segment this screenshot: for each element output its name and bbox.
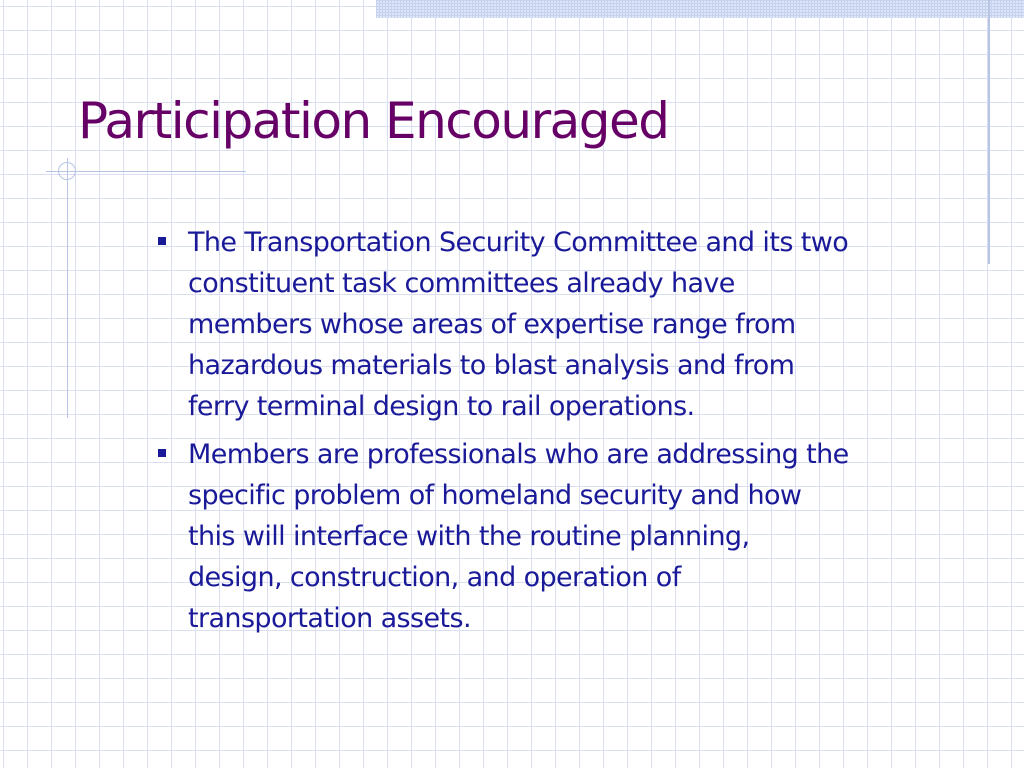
bullet-item-1 bbox=[155, 222, 975, 427]
bullet-2-line-2: specific problem of homeland security and how bbox=[188, 480, 802, 511]
decorative-circle bbox=[58, 162, 76, 180]
bullet-item-2 bbox=[155, 434, 975, 639]
decorative-title-underline bbox=[46, 171, 246, 172]
bullet-1-line-2: constituent task committees already have bbox=[188, 268, 735, 299]
slide-title: Participation Encouraged bbox=[78, 92, 669, 150]
bullet-1-line-5: ferry terminal design to rail operations. bbox=[188, 391, 695, 422]
bullet-2-line-4: design, construction, and operation of bbox=[188, 562, 681, 593]
bullet-2-line-3: this will interface with the routine planning, bbox=[188, 521, 750, 552]
bullet-2-line-1: Members are professionals who are addressing the bbox=[188, 439, 849, 470]
bullet-2-line-5: transportation assets. bbox=[188, 603, 471, 634]
decorative-vertical-line-right bbox=[988, 0, 990, 264]
bullet-1-line-4: hazardous materials to blast analysis and from bbox=[188, 350, 795, 381]
square-bullet-icon bbox=[158, 237, 166, 245]
bullet-list bbox=[155, 222, 975, 646]
square-bullet-icon bbox=[158, 449, 166, 457]
decorative-vertical-line-left bbox=[67, 158, 68, 418]
bullet-1-line-3: members whose areas of expertise range from bbox=[188, 309, 796, 340]
bullet-1-line-1: The Transportation Security Committee and its two bbox=[188, 227, 849, 258]
decorative-corner-band bbox=[376, 0, 1024, 18]
